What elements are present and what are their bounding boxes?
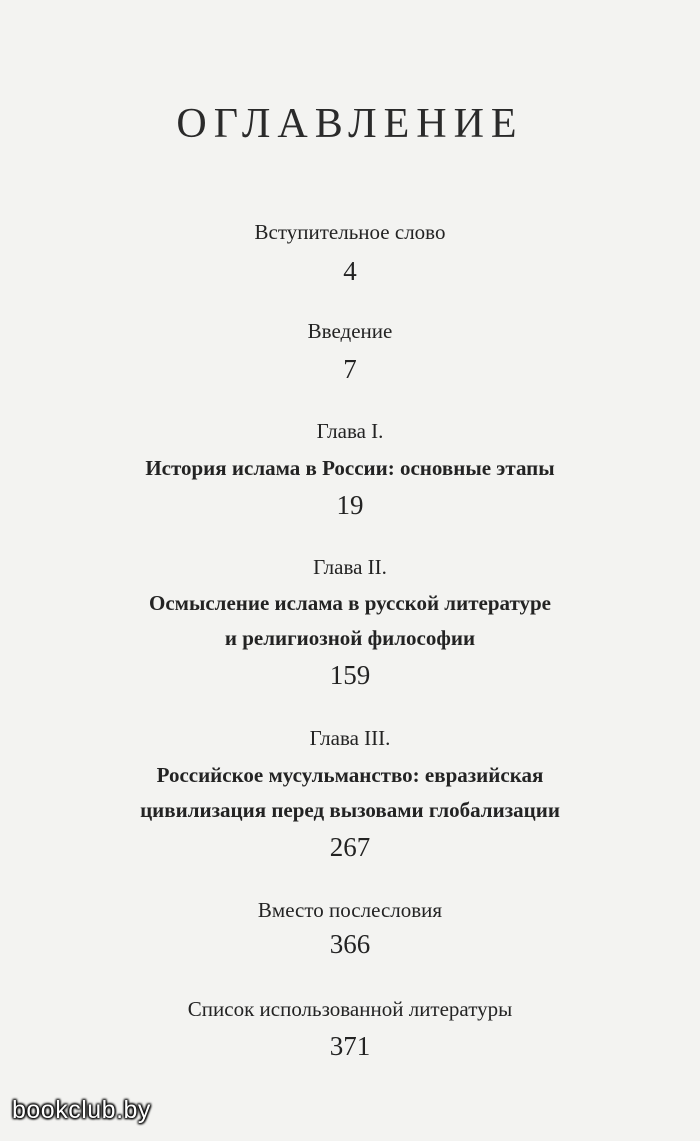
entry-title-introduction: Введение xyxy=(307,319,393,343)
entry-title-bibliography: Список использованной литературы xyxy=(187,997,513,1021)
entry-page-introduction: 7 xyxy=(343,354,357,384)
entry-page-bibliography: 371 xyxy=(329,1031,371,1061)
entry-page-chapter-3: 267 xyxy=(329,832,371,862)
entry-title-chapter-2-line-1: Осмысление ислама в русской литературе xyxy=(148,591,551,615)
entry-page-afterword: 366 xyxy=(329,929,371,959)
entry-chapter-2: Глава II. xyxy=(313,555,387,579)
entry-title-chapter-1: История ислама в России: основные этапы xyxy=(145,456,555,480)
entry-title-chapter-2-line-2: и религиозной философии xyxy=(224,626,476,650)
entry-page-chapter-1: 19 xyxy=(336,490,364,520)
watermark-logo: bookclub.by xyxy=(12,1096,151,1124)
entry-title-chapter-3-line-1: Российское мусульманство: евразийская xyxy=(156,763,544,787)
entry-page-intro-word: 4 xyxy=(343,256,357,286)
toc-heading: ОГЛАВЛЕНИЕ xyxy=(176,101,524,147)
entry-title-intro-word: Вступительное слово xyxy=(254,220,446,244)
entry-page-chapter-2: 159 xyxy=(329,660,371,690)
entry-chapter-1: Глава I. xyxy=(316,419,384,443)
entry-chapter-3: Глава III. xyxy=(309,726,391,750)
entry-title-chapter-3-line-2: цивилизация перед вызовами глобализации xyxy=(140,798,560,822)
entry-title-afterword: Вместо послесловия xyxy=(257,898,443,922)
